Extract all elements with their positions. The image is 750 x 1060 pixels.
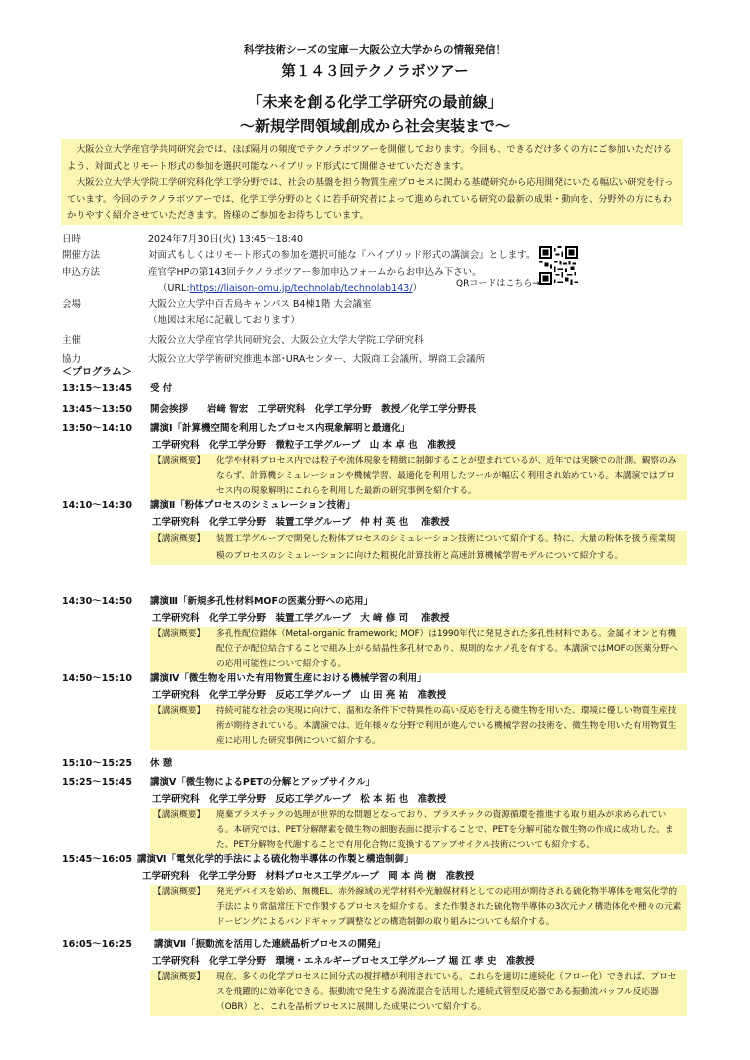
qr-label: QRコードはこちら→	[456, 279, 540, 289]
abstract-text: 多孔性配位錯体（Metal-organic framework; MOF）は1990年代に発見された多孔性材料である。金属イオンと有機配位子が配位結合することで組み上がる結晶性多孔材であり、規則的なナノ孔を有する。本講演ではMOFの医薬分野への応用可能性について紹介する。	[216, 629, 678, 670]
program-heading: ＜プログラム＞	[62, 367, 132, 378]
speaker: 工学研究科 化学工学分野 反応工学グループ 松 本 拓 也 准教授	[152, 794, 447, 805]
info-value: 大阪公立大学産官学共同研究会、大阪公立大学大学院工学研究科	[148, 334, 424, 346]
abstract-label: 【講演概要】	[153, 887, 206, 897]
program-line	[62, 498, 687, 514]
session-time: 15:25～15:45	[62, 777, 132, 788]
abstract-text: 廃棄プラスチックの処理が世界的な問題となっており、プラスチックの資源循環を推進する取り組みが求められている。本研究では、PET分解酵素を微生物の細胞表面に提示することで、PETを分解可能な微生物の作成に成功した。また、PET分解物を代謝することで有用化合物に変換するアップサイクル技術についても紹介する。	[216, 810, 674, 851]
lecture-6	[62, 852, 687, 931]
session-time: 13:50～14:10	[62, 423, 132, 434]
abstract-label: 【講演概要】	[153, 534, 206, 544]
info-row-url	[62, 281, 687, 297]
header-tagline: 科学技術シーズの宝庫－大阪公立大学からの情報発信！	[244, 44, 506, 56]
session-title: 講演Ⅴ「微生物によるPETの分解とアップサイクル」	[150, 777, 375, 788]
url-suffix: ）	[412, 282, 423, 294]
abstract-text: 発光デバイスを始め、無機EL、赤外線域の光学材料や光触媒材料としての応用が期待される硫化物半導体を電気化学的手法により常温常圧下で作製するプロセスを紹介する。また作製された硫化物半導体の3次元ナノ構造体化や種々の元素ドーピングによるバンドギャップ調整などの構造制御の取り組みについても紹介する。	[216, 887, 682, 928]
session-time: 14:50～15:10	[62, 673, 132, 684]
session-title: 講演Ⅱ「粉体プロセスのシミュレーション技術」	[150, 500, 356, 511]
info-row-date	[62, 232, 687, 248]
event-title: 第１４３回テクノラボツアー	[281, 64, 469, 80]
intro-box	[61, 139, 683, 225]
intro-paragraph-1: 大阪公立大学産官学共同研究会では、ほぼ隔月の頻度でテクノラボツアーを開催しております。今回も、できるだけ多くの方にご参加いただけるよう、対面式とリモート形式の参加を選択可能なハイブリッド形式にて開催させていただきます。	[67, 144, 672, 172]
program-line	[62, 594, 687, 610]
info-key: 協力	[62, 354, 82, 366]
intro-paragraph-2: 大阪公立大学大学院工学研究科化学工学分野では、社会の基盤を担う物質生産プロセスに関わる基礎研究から応用開発にいたる幅広い研究を行っています。今回のテクノラボツアーでは、化学工学分野のとくに若手研究者によって進められている研究の最新の成果・動向を、分野外の方にもわかりやすく紹介させていただきます。皆様のご参加をお待ちしています。	[67, 177, 674, 221]
abstract-text: 持続可能な社会の実現に向けて、温和な条件下で特異性の高い反応を行える微生物を用いた、環境に優しい物質生産技術が期待されている。本講演では、近年様々な分野で利用が進んでいる機械学習の技術を、微生物を用いた有用物質生産に応用した研究事例について紹介する。	[216, 706, 677, 747]
program-item	[62, 756, 687, 772]
session-title: 講演Ⅶ「振動流を活用した連続晶析プロセスの開発」	[154, 939, 386, 950]
info-value: 2024年7月30日(火) 13:45～18:40	[148, 234, 303, 245]
abstract-label: 【講演概要】	[153, 810, 206, 820]
info-key: 申込方法	[62, 266, 101, 278]
info-value: 大阪公立大学中百舌鳥キャンパス B4棟1階 大会議室	[148, 299, 372, 311]
info-row-coop	[62, 352, 687, 368]
session-title: 休 憩	[150, 758, 173, 769]
speaker: 工学研究科 化学工学分野 装置工学グループ 仲 村 英 也 准教授	[152, 517, 450, 528]
program-item	[62, 402, 687, 418]
lecture-4	[62, 671, 687, 750]
speaker: 工学研究科 化学工学分野 装置工学グループ 大 﨑 修 司 准教授	[152, 613, 450, 624]
abstract-label: 【講演概要】	[153, 972, 206, 982]
info-key: 会場	[62, 299, 82, 311]
event-subtheme: ～新規学問領域創成から社会実装まで～	[239, 117, 510, 135]
info-value: 大阪公立大学学術研究推進本部･URAセンター、大阪商工会議所、堺商工会議所	[148, 354, 486, 366]
info-key: 日時	[62, 234, 82, 245]
registration-link[interactable]: https://liaison-omu.jp/technolab/technolab143/	[189, 282, 413, 294]
speaker: 工学研究科 化学工学分野 環境・エネルギープロセス工学グループ 堀 江 孝 史 准教授	[152, 956, 535, 967]
program-line	[62, 381, 687, 397]
lecture-5	[62, 775, 687, 854]
event-theme: 「未来を創る化学工学研究の最前線」	[247, 93, 503, 111]
session-title: 開会挨拶 岩﨑 智宏 工学研究科 化学工学分野 教授／化学工学分野長	[150, 404, 477, 415]
session-time: 16:05～16:25	[62, 939, 132, 950]
speaker: 工学研究科 化学工学分野 微粒子工学グループ 山 本 卓 也 准教授	[152, 440, 456, 451]
info-row-host	[62, 333, 687, 349]
abstract-text: 化学や材料プロセス内では粒子や流体現象を精緻に制御することが望まれているが、近年では実験での計測、観察のみならず、計算機シミュレーションや機械学習、最適化を利用したツールが幅広く利用され始めている。本講演ではプロセス内の現象解明にこれらを利用した最新の研究事例を紹介する。	[216, 456, 677, 497]
abstract-box	[150, 970, 687, 1016]
session-title: 講演Ⅳ「微生物を用いた有用物質生産における機械学習の利用」	[150, 673, 427, 684]
info-value: （地図は末尾に記載しております）	[148, 315, 301, 327]
session-time: 14:30～14:50	[62, 596, 132, 607]
info-row-apply	[62, 265, 687, 281]
lecture-1	[62, 421, 687, 500]
abstract-box	[150, 531, 687, 565]
info-key: 開催方法	[62, 250, 101, 262]
program-line	[62, 671, 687, 687]
info-row-venue-note	[62, 313, 687, 329]
info-row-method	[62, 248, 687, 264]
session-time: 15:10～15:25	[62, 758, 132, 769]
session-time: 13:15～13:45	[62, 383, 132, 394]
url-prefix: （URL:	[158, 282, 190, 294]
program-line	[62, 852, 687, 868]
session-title: 受 付	[150, 383, 173, 394]
abstract-label: 【講演概要】	[153, 629, 206, 639]
abstract-box	[150, 885, 687, 931]
abstract-box	[150, 627, 687, 673]
lecture-2	[62, 498, 687, 565]
program-line	[62, 937, 687, 953]
abstract-box	[150, 808, 687, 854]
session-time: 14:10～14:30	[62, 500, 132, 511]
abstract-label: 【講演概要】	[153, 456, 206, 466]
program-item	[62, 381, 687, 397]
info-row-venue	[62, 297, 687, 313]
info-value: 産官学HPの第143回テクノラボツアー参加申込フォームからお申込み下さい。	[148, 266, 482, 278]
session-title: 講演Ⅰ「計算機空間を利用したプロセス内現象解明と最適化」	[150, 423, 411, 434]
info-value: 対面式もしくはリモート形式の参加を選択可能な『ハイブリッド形式の講演会』とします。	[148, 250, 536, 262]
program-line	[62, 756, 687, 772]
program-line	[62, 775, 687, 791]
qr-code-image[interactable]	[539, 246, 578, 285]
program-line	[62, 402, 687, 418]
abstract-box	[150, 704, 687, 750]
abstract-text: 装置工学グループで開発した粉体プロセスのシミュレーション技術について紹介する。特に、大量の粉体を扱う産業規模のプロセスのシミュレーションに向けた粗視化計算技術と高速計算機械学習モデルについて紹介する。	[216, 534, 676, 561]
session-time: 15:45～16:05	[62, 854, 132, 865]
event-info	[62, 232, 687, 368]
speaker: 工学研究科 化学工学分野 材料プロセス工学グループ 岡 本 尚 樹 准教授	[142, 871, 475, 882]
session-title: 講演Ⅲ「新規多孔性材料MOFの医薬分野への応用」	[150, 596, 374, 607]
lecture-3	[62, 594, 687, 673]
abstract-label: 【講演概要】	[153, 706, 206, 716]
program-line	[62, 421, 687, 437]
abstract-box	[150, 454, 687, 500]
speaker: 工学研究科 化学工学分野 反応工学グループ 山 田 亮 祐 准教授	[152, 690, 447, 701]
abstract-text: 現在、多くの化学プロセスに回分式の撹拌槽が利用されている。これらを適切に連続化（フロー化）できれば、プロセスを飛躍的に効率化できる。振動流で発生する渦流混合を活用した連続式管型反応器である振動流バッフル反応器（OBR）と、これを晶析プロセスに展開した成果について紹介する。	[216, 972, 677, 1013]
session-time: 13:45～13:50	[62, 404, 132, 415]
session-title: 講演Ⅵ「電気化学的手法による硫化物半導体の作製と構造制御」	[137, 854, 414, 865]
lecture-7	[62, 937, 687, 1016]
info-key: 主催	[62, 334, 82, 346]
